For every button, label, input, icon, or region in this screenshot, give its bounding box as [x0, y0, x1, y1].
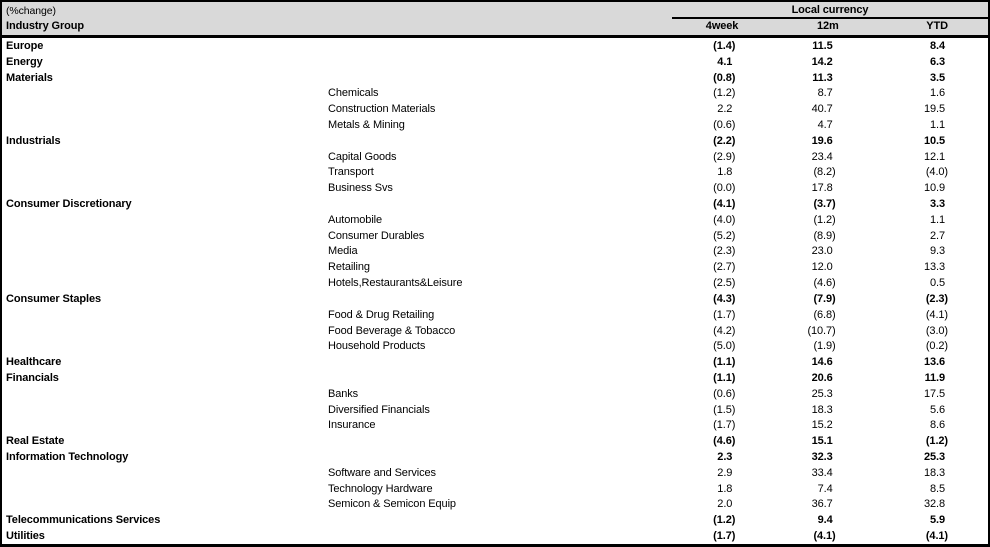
value-cell: (8.9) — [813, 229, 836, 242]
industry-label: Telecommunications Services — [6, 514, 161, 527]
value-cell: (4.0) — [925, 166, 948, 179]
table-row — [2, 497, 988, 513]
table-header — [2, 2, 988, 38]
value-cell: 6.3 — [929, 55, 945, 68]
table-row — [2, 165, 988, 181]
industry-label: Technology Hardware — [328, 482, 433, 495]
value-cell: 8.6 — [929, 419, 945, 432]
header-left — [2, 2, 672, 35]
industry-label: Europe — [6, 39, 44, 52]
industry-label: Information Technology — [6, 451, 129, 464]
value-cell: 11.5 — [812, 39, 833, 52]
table-row — [2, 354, 988, 370]
value-cell: (4.0) — [713, 213, 736, 226]
value-cell: (2.5) — [713, 277, 736, 290]
value-cell: (10.7) — [807, 324, 836, 337]
value-cell: 14.6 — [811, 356, 833, 369]
value-cell: (4.2) — [713, 324, 736, 337]
value-cell: (1.1) — [713, 371, 736, 384]
industry-label: Capital Goods — [328, 150, 397, 163]
value-cell: (1.7) — [713, 419, 736, 432]
table-row — [2, 512, 988, 528]
column-header-4week: 4week — [705, 20, 739, 32]
industry-group-column-header: Industry Group — [6, 20, 85, 32]
table-row — [2, 402, 988, 418]
value-cell: 2.9 — [717, 466, 733, 479]
value-cell: 17.8 — [811, 182, 833, 195]
value-cell: (5.2) — [713, 229, 736, 242]
value-cell: (1.2) — [813, 213, 836, 226]
value-cell: 11.9 — [924, 371, 945, 384]
value-cell: (0.6) — [713, 118, 736, 131]
industry-label: Hotels,Restaurants&Leisure — [328, 277, 463, 290]
value-cell: 3.5 — [929, 71, 945, 84]
industry-label: Semicon & Semicon Equip — [328, 498, 456, 511]
table-row — [2, 307, 988, 323]
value-cell: 1.8 — [717, 166, 733, 179]
table-row — [2, 149, 988, 165]
table-row — [2, 528, 988, 544]
table-row — [2, 38, 988, 54]
value-cell: 13.3 — [923, 261, 945, 274]
value-cell: (1.1) — [713, 356, 736, 369]
local-currency-group-header: Local currency — [672, 2, 988, 19]
table-row — [2, 259, 988, 275]
value-cell: (1.2) — [713, 514, 736, 527]
value-cell: 9.3 — [929, 245, 945, 258]
value-cell: (4.1) — [925, 308, 948, 321]
value-cell: 5.9 — [929, 514, 945, 527]
table-row — [2, 465, 988, 481]
industry-label: Healthcare — [6, 356, 62, 369]
value-cell: (1.2) — [925, 435, 948, 448]
value-cell: (0.8) — [713, 71, 736, 84]
table-row — [2, 481, 988, 497]
column-headers-row — [672, 19, 988, 35]
percent-change-label: (%change) — [6, 5, 56, 17]
column-header-12m: 12m — [816, 20, 839, 32]
table-row — [2, 338, 988, 354]
value-cell: 12.1 — [923, 150, 945, 163]
value-cell: 8.7 — [817, 87, 833, 100]
value-cell: (2.9) — [713, 150, 736, 163]
table-row — [2, 418, 988, 434]
industry-label: Financials — [6, 371, 59, 384]
value-cell: 32.3 — [811, 451, 833, 464]
table-row — [2, 449, 988, 465]
table-row — [2, 70, 988, 86]
value-cell: 14.2 — [811, 55, 833, 68]
value-cell: 23.0 — [811, 245, 833, 258]
value-cell: 8.5 — [929, 482, 945, 495]
value-cell: (4.1) — [713, 198, 736, 211]
industry-label: Media — [328, 245, 358, 258]
value-cell: (4.6) — [713, 435, 736, 448]
value-cell: (4.1) — [813, 530, 836, 543]
value-cell: (2.2) — [713, 134, 736, 147]
value-cell: 13.6 — [923, 356, 945, 369]
table-body — [2, 38, 988, 544]
industry-label: Construction Materials — [328, 103, 436, 116]
value-cell: (5.0) — [713, 340, 736, 353]
value-cell: 8.4 — [929, 39, 945, 52]
value-cell: 25.3 — [923, 451, 945, 464]
value-cell: (4.3) — [713, 292, 736, 305]
value-cell: (3.0) — [925, 324, 948, 337]
table-row — [2, 101, 988, 117]
industry-label: Banks — [328, 387, 359, 400]
value-cell: (1.2) — [713, 87, 736, 100]
value-cell: (3.7) — [813, 198, 836, 211]
value-cell: (0.0) — [713, 182, 736, 195]
value-cell: 18.3 — [923, 466, 945, 479]
value-cell: 2.0 — [717, 498, 733, 511]
value-cell: (2.3) — [925, 292, 948, 305]
value-cell: 1.1 — [929, 118, 945, 131]
table-row — [2, 291, 988, 307]
table-row — [2, 180, 988, 196]
industry-label: Software and Services — [328, 466, 436, 479]
industry-label: Retailing — [328, 261, 370, 274]
value-cell: 1.1 — [929, 213, 945, 226]
industry-label: Automobile — [328, 213, 383, 226]
table-row — [2, 370, 988, 386]
industry-label: Real Estate — [6, 435, 65, 448]
value-cell: 11.3 — [812, 71, 833, 84]
value-cell: 15.2 — [811, 419, 833, 432]
value-cell: 40.7 — [811, 103, 833, 116]
value-cell: (1.4) — [713, 39, 736, 52]
value-cell: (2.7) — [713, 261, 736, 274]
value-cell: 19.6 — [811, 134, 833, 147]
value-cell: (1.5) — [713, 403, 736, 416]
value-cell: 2.2 — [717, 103, 733, 116]
table-row — [2, 212, 988, 228]
value-cell: 23.4 — [811, 150, 833, 163]
value-cell: 10.9 — [923, 182, 945, 195]
header-right — [672, 2, 988, 35]
table-row — [2, 117, 988, 133]
value-cell: (1.7) — [713, 530, 736, 543]
industry-label: Business Svs — [328, 182, 393, 195]
value-cell: 32.8 — [923, 498, 945, 511]
value-cell: (8.2) — [813, 166, 836, 179]
value-cell: (6.8) — [813, 308, 836, 321]
value-cell: 2.7 — [929, 229, 945, 242]
value-cell: (1.9) — [813, 340, 836, 353]
value-cell: 9.4 — [817, 514, 833, 527]
value-cell: (2.3) — [713, 245, 736, 258]
table-row — [2, 433, 988, 449]
industry-label: Diversified Financials — [328, 403, 430, 416]
value-cell: (4.6) — [813, 277, 836, 290]
value-cell: 19.5 — [923, 103, 945, 116]
value-cell: 17.5 — [923, 387, 945, 400]
industry-label: Household Products — [328, 340, 426, 353]
table-row — [2, 386, 988, 402]
industry-label: Food Beverage & Tobacco — [328, 324, 456, 337]
value-cell: (1.7) — [713, 308, 736, 321]
value-cell: (4.1) — [925, 530, 948, 543]
industry-label: Consumer Durables — [328, 229, 425, 242]
industry-label: Consumer Discretionary — [6, 198, 132, 211]
value-cell: 12.0 — [811, 261, 833, 274]
industry-label: Energy — [6, 55, 43, 68]
value-cell: 5.6 — [929, 403, 945, 416]
table-row — [2, 54, 988, 70]
value-cell: 3.3 — [929, 198, 945, 211]
table-row — [2, 323, 988, 339]
table-row — [2, 275, 988, 291]
value-cell: 0.5 — [929, 277, 945, 290]
industry-label: Utilities — [6, 530, 45, 543]
industry-label: Food & Drug Retailing — [328, 308, 435, 321]
value-cell: 18.3 — [811, 403, 833, 416]
value-cell: 10.5 — [923, 134, 945, 147]
column-header-ytd: YTD — [926, 20, 948, 32]
value-cell: (0.6) — [713, 387, 736, 400]
value-cell: 20.6 — [811, 371, 833, 384]
table-row — [2, 244, 988, 260]
value-cell: 4.1 — [717, 55, 733, 68]
industry-label: Insurance — [328, 419, 376, 432]
value-cell: 36.7 — [811, 498, 833, 511]
value-cell: 2.3 — [717, 451, 733, 464]
value-cell: 7.4 — [817, 482, 833, 495]
industry-label: Transport — [328, 166, 374, 179]
industry-label: Industrials — [6, 134, 61, 147]
industry-label: Consumer Staples — [6, 292, 101, 305]
industry-label: Metals & Mining — [328, 118, 405, 131]
value-cell: (7.9) — [813, 292, 836, 305]
table-row — [2, 85, 988, 101]
table-row — [2, 133, 988, 149]
value-cell: (0.2) — [925, 340, 948, 353]
table-row — [2, 196, 988, 212]
industry-label: Materials — [6, 71, 53, 84]
value-cell: 1.6 — [929, 87, 945, 100]
value-cell: 33.4 — [811, 466, 833, 479]
value-cell: 15.1 — [811, 435, 833, 448]
table-row — [2, 228, 988, 244]
value-cell: 25.3 — [811, 387, 833, 400]
value-cell: 4.7 — [817, 118, 833, 131]
value-cell: 1.8 — [717, 482, 733, 495]
industry-label: Chemicals — [328, 87, 379, 100]
